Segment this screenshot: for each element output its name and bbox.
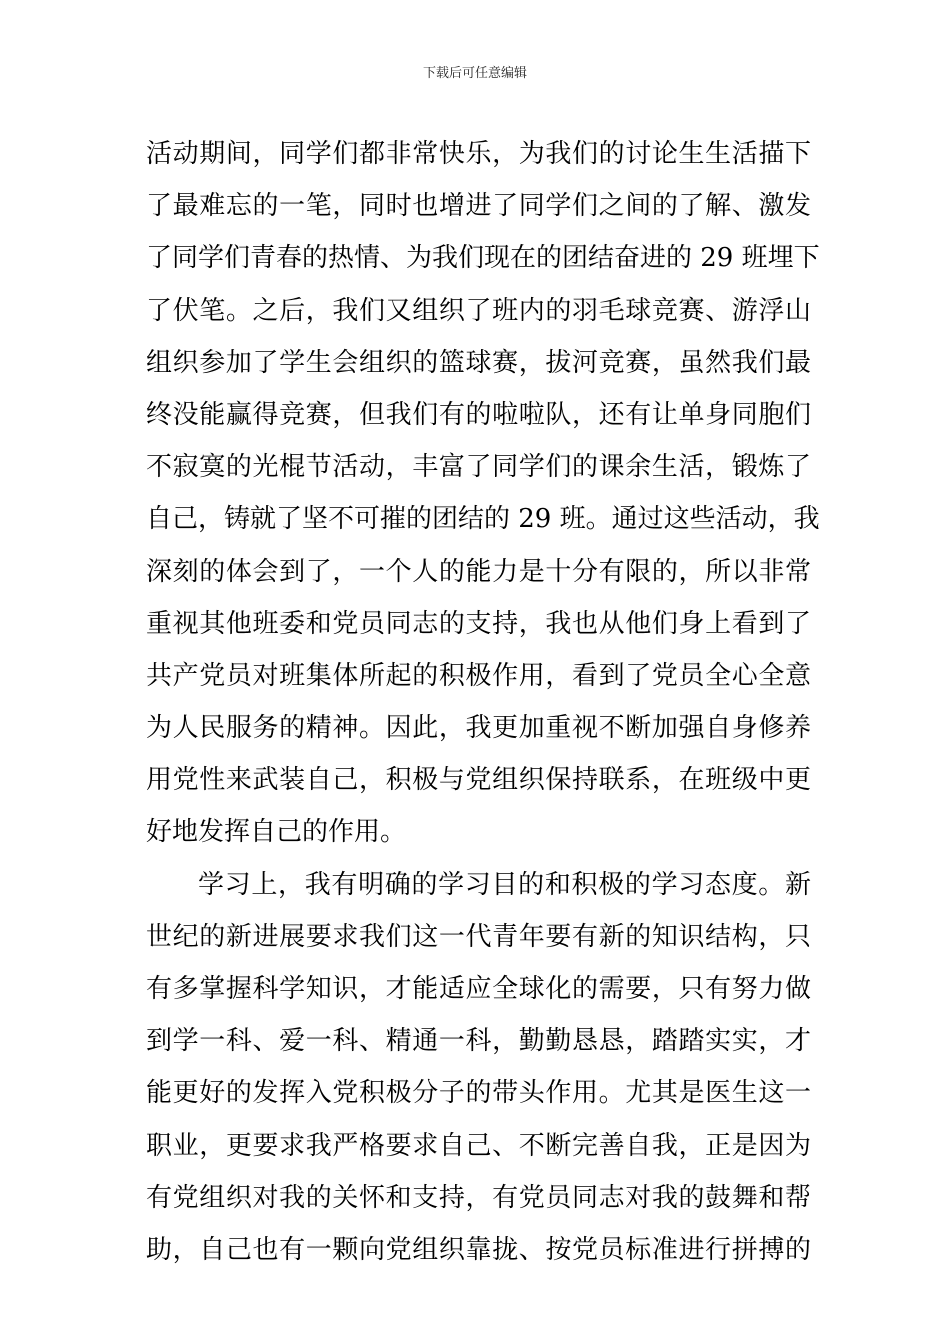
page-header: 下载后可任意编辑 bbox=[422, 66, 527, 81]
text-line: 为人民服务的精神。因此，我更加重视不断加强自身修养 bbox=[146, 713, 811, 744]
text-line: 深刻的体会到了，一个人的能力是十分有限的，所以非常 bbox=[146, 556, 811, 587]
text-line: 好地发挥自己的作用。 bbox=[146, 817, 407, 848]
text-line: 有党组织对我的关怀和支持，有党员同志对我的鼓舞和帮 bbox=[146, 1182, 811, 1213]
text-line: 用党性来武装自己，积极与党组织保持联系，在班级中更 bbox=[146, 765, 811, 796]
text-line: 组织参加了学生会组织的篮球赛，拔河竞赛，虽然我们最 bbox=[146, 347, 811, 378]
text-line: 能更好的发挥入党积极分子的带头作用。尤其是医生这一 bbox=[146, 1078, 811, 1109]
text-line: 学习上，我有明确的学习目的和积极的学习态度。新 bbox=[198, 869, 811, 900]
text-line: 终没能赢得竞赛，但我们有的啦啦队，还有让单身同胞们 bbox=[146, 399, 811, 430]
text-line: 了最难忘的一笔，同时也增进了同学们之间的了解、激发 bbox=[146, 191, 811, 222]
text-line: 活动期间，同学们都非常快乐，为我们的讨论生生活描下 bbox=[146, 139, 811, 169]
paragraph-1 bbox=[146, 128, 820, 859]
text-line: 共产党员对班集体所起的积极作用，看到了党员全心全意 bbox=[146, 660, 811, 691]
text-line: 重视其他班委和党员同志的支持，我也从他们身上看到了 bbox=[146, 608, 811, 639]
text-line: 了伏笔。之后，我们又组织了班内的羽毛球竞赛、游浮山 bbox=[146, 295, 811, 326]
text-line: 到学一科、爱一科、精通一科，勤勤恳恳，踏踏实实，才 bbox=[146, 1026, 811, 1057]
text-line: 了同学们青春的热情、为我们现在的团结奋进的 29 班埋下 bbox=[146, 243, 820, 274]
body-text bbox=[146, 128, 820, 1276]
text-line: 职业，更要求我严格要求自己、不断完善自我，正是因为 bbox=[146, 1130, 811, 1161]
text-line: 自己，铸就了坚不可摧的团结的 29 班。通过这些活动，我 bbox=[146, 504, 820, 535]
paragraph-2 bbox=[146, 859, 811, 1277]
text-line: 有多掌握科学知识，才能适应全球化的需要，只有努力做 bbox=[146, 974, 811, 1004]
text-line: 助，自己也有一颗向党组织靠拢、按党员标准进行拼搏的 bbox=[146, 1234, 811, 1265]
text-line: 不寂寞的光棍节活动，丰富了同学们的课余生活，锻炼了 bbox=[146, 452, 811, 483]
text-line: 世纪的新进展要求我们这一代青年要有新的知识结构，只 bbox=[146, 921, 811, 952]
